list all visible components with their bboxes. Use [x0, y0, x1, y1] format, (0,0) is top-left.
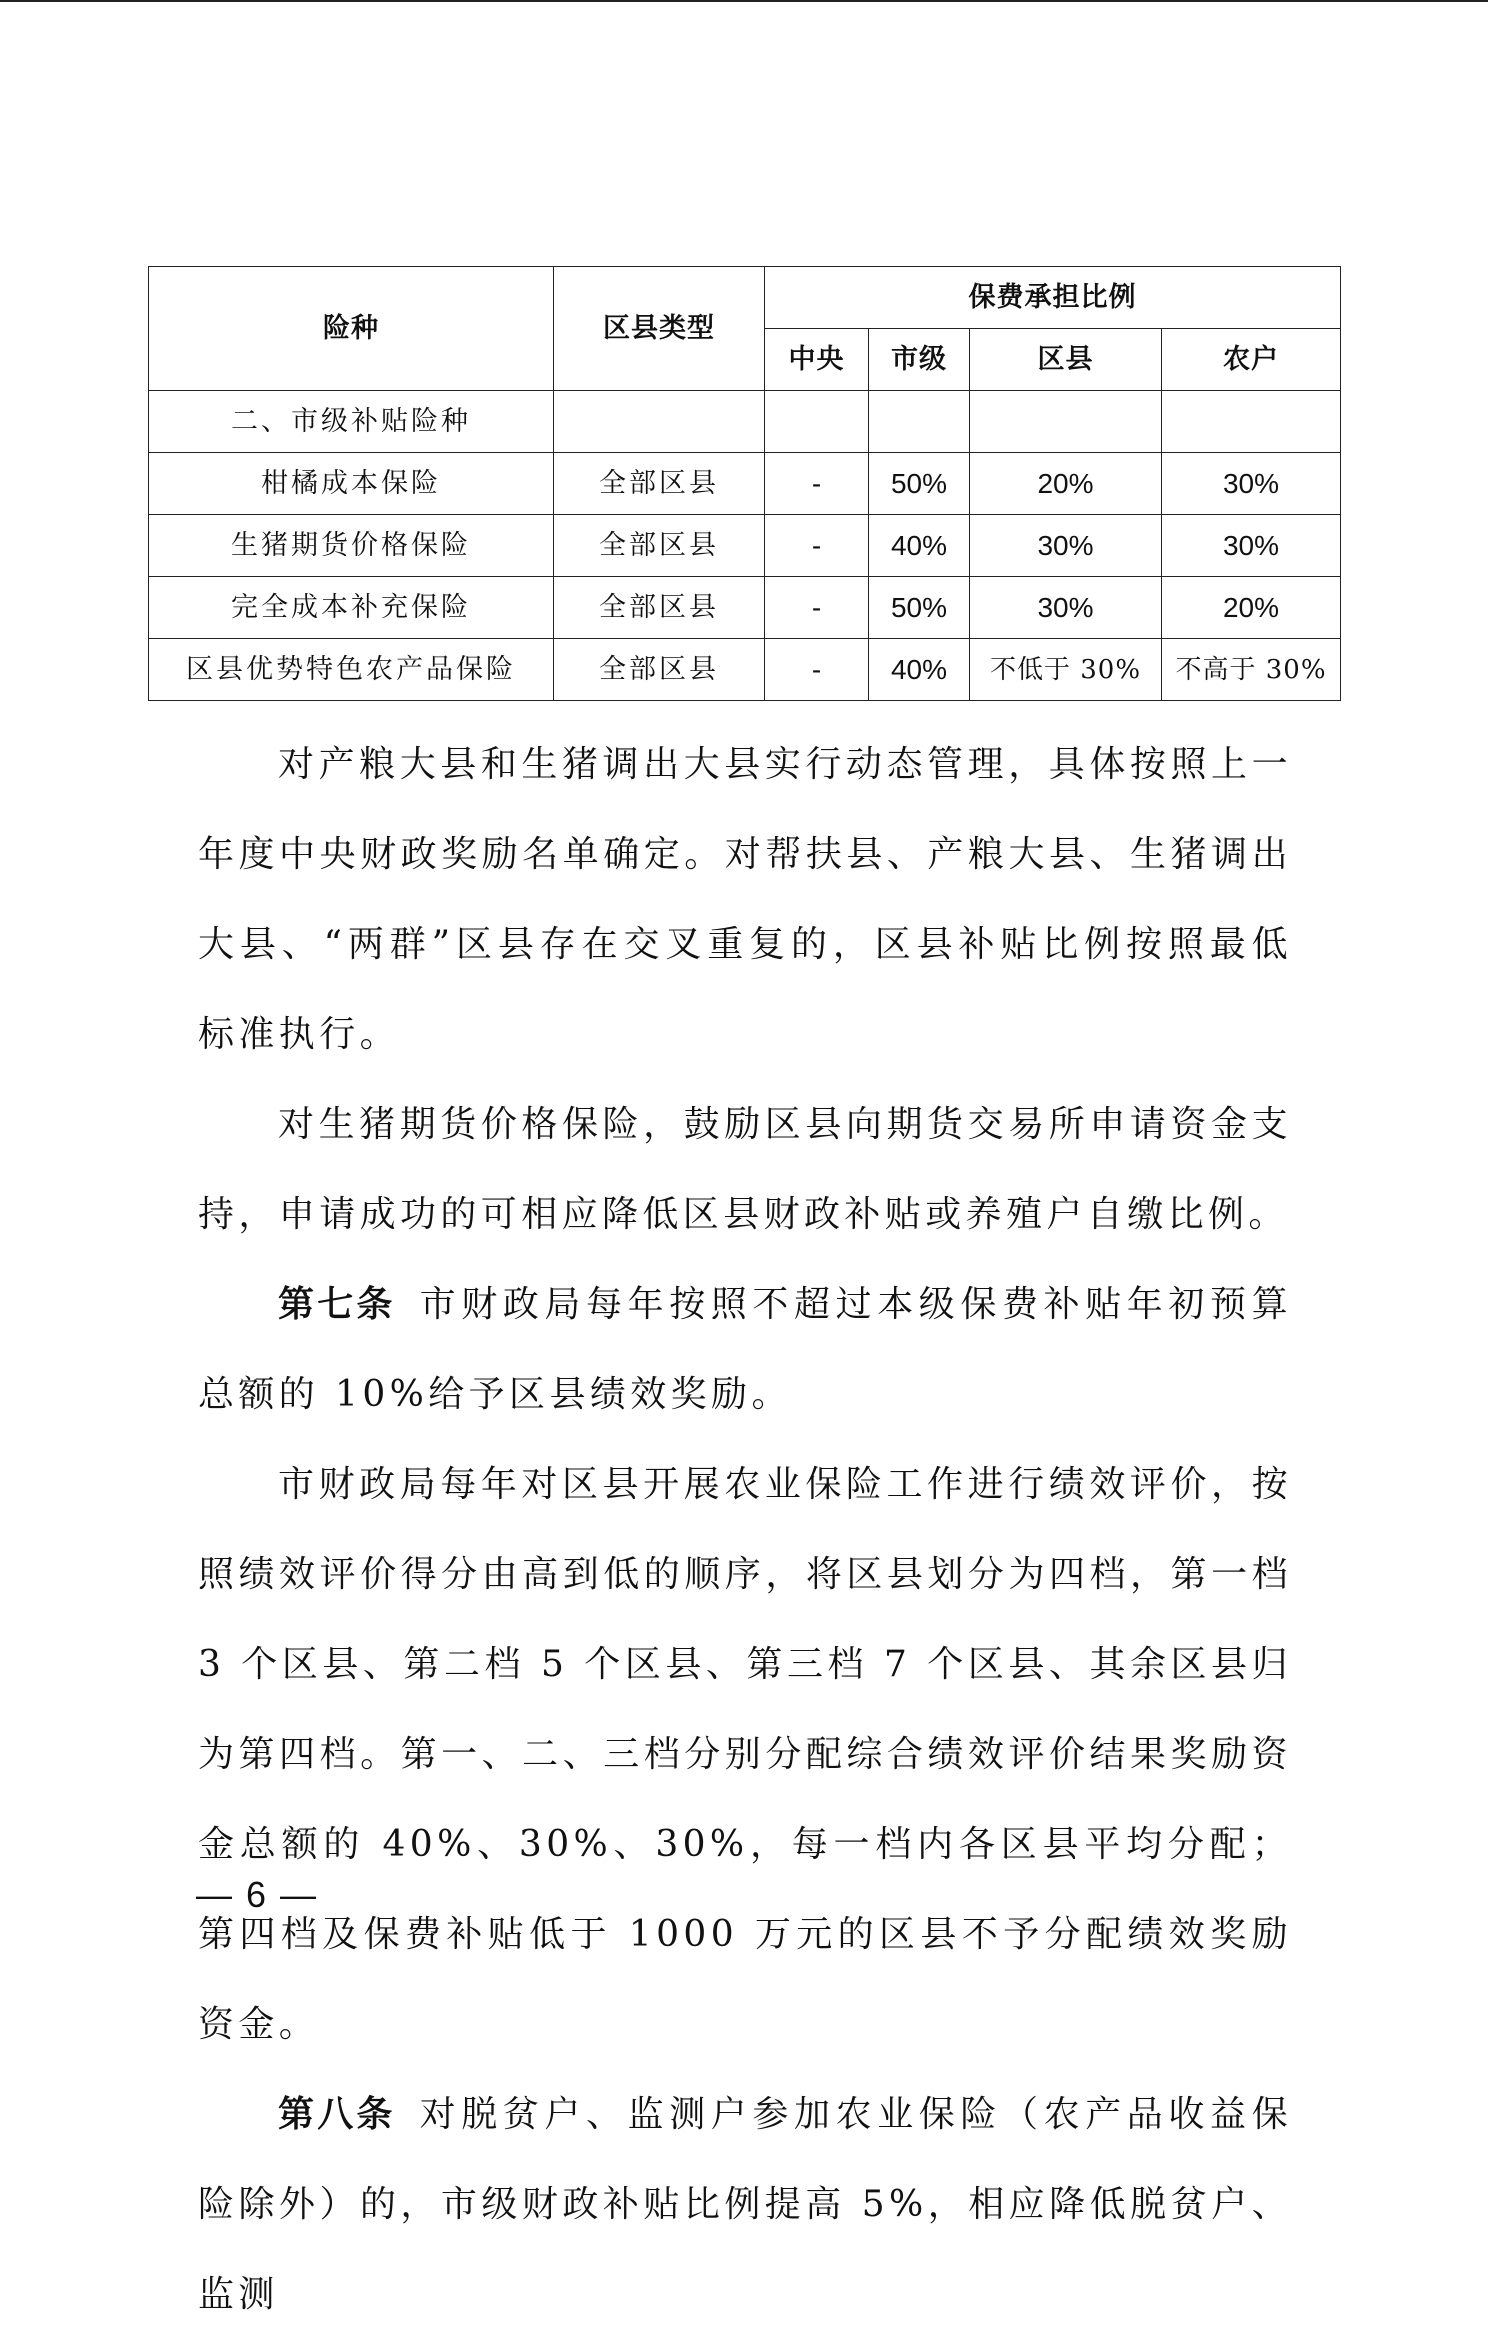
cell-county-type: 全部区县: [554, 577, 765, 639]
cell-municipal: [869, 391, 970, 453]
cell-insurance-type: 柑橘成本保险: [149, 453, 554, 515]
page-top-border: [0, 0, 1488, 2]
table-header-row: [149, 267, 1341, 329]
paragraph-futures-insurance: 对生猪期货价格保险，鼓励区县向期货交易所申请资金支持，申请成功的可相应降低区县财政补贴或养殖户自缴比例。: [198, 1104, 1292, 1235]
cell-county-type: 全部区县: [554, 515, 765, 577]
cell-municipal: 50%: [869, 577, 970, 639]
header-county: 区县: [970, 329, 1162, 391]
cell-insurance-type: 生猪期货价格保险: [149, 515, 554, 577]
table-row: [149, 453, 1341, 515]
cell-central: -: [765, 577, 869, 639]
cell-central: [765, 391, 869, 453]
cell-municipal: 40%: [869, 639, 970, 701]
table-row: [149, 577, 1341, 639]
cell-county: 30%: [970, 515, 1162, 577]
paragraph-performance-evaluation: 市财政局每年对区县开展农业保险工作进行绩效评价，按照绩效评价得分由高到低的顺序，将区县划分为四档，第一档 3 个区县、第二档 5 个区县、第三档 7 个区县、其余区县归为第四档。第一、二、三档分别分配综合绩效评价结果奖励资金总额的 40%、30%、30%，每一档内各区县平均分配；第四档及保费补贴低于 1000 万元的区县不予分配绩效奖励资金。: [198, 1464, 1292, 2045]
cell-county: 20%: [970, 453, 1162, 515]
cell-municipal: 40%: [869, 515, 970, 577]
cell-county-type: [554, 391, 765, 453]
cell-insurance-type: 二、市级补贴险种: [149, 391, 554, 453]
cell-insurance-type: 区县优势特色农产品保险: [149, 639, 554, 701]
cell-farmer: 30%: [1162, 515, 1341, 577]
cell-farmer: [1162, 391, 1341, 453]
header-central: 中央: [765, 329, 869, 391]
paragraph-dynamic-management: 对产粮大县和生猪调出大县实行动态管理，具体按照上一年度中央财政奖励名单确定。对帮扶县、产粮大县、生猪调出大县、“两群”区县存在交叉重复的，区县补贴比例按照最低标准执行。: [198, 744, 1292, 1055]
article-8-heading: 第八条: [278, 2094, 396, 2135]
cell-central: -: [765, 453, 869, 515]
document-body: [198, 720, 1292, 2340]
cell-farmer: 30%: [1162, 453, 1341, 515]
cell-county: 不低于 30%: [970, 639, 1162, 701]
article-7-body: 市财政局每年按照不超过本级保费补贴年初预算总额的 10%给予区县绩效奖励。: [198, 1284, 1292, 1415]
cell-county: [970, 391, 1162, 453]
paragraph-article-7: [198, 1260, 1292, 1440]
header-municipal: 市级: [869, 329, 970, 391]
header-county-type: 区县类型: [554, 267, 765, 391]
article-8-body: 对脱贫户、监测户参加农业保险（农产品收益保险除外）的，市级财政补贴比例提高 5%，相应降低脱贫户、监测: [198, 2094, 1292, 2315]
cell-county-type: 全部区县: [554, 639, 765, 701]
paragraph-article-8: [198, 2070, 1292, 2340]
premium-share-table: [148, 266, 1341, 701]
table-row: [149, 639, 1341, 701]
cell-municipal: 50%: [869, 453, 970, 515]
table-row: [149, 391, 1341, 453]
header-insurance-type: 险种: [149, 267, 554, 391]
cell-county: 30%: [970, 577, 1162, 639]
table-row: [149, 515, 1341, 577]
cell-central: -: [765, 639, 869, 701]
header-farmer: 农户: [1162, 329, 1341, 391]
article-7-heading: 第七条: [278, 1284, 396, 1325]
cell-insurance-type: 完全成本补充保险: [149, 577, 554, 639]
page-number: — 6 —: [196, 1874, 319, 1915]
cell-farmer: 不高于 30%: [1162, 639, 1341, 701]
header-premium-share: 保费承担比例: [765, 267, 1341, 329]
cell-farmer: 20%: [1162, 577, 1341, 639]
cell-county-type: 全部区县: [554, 453, 765, 515]
cell-central: -: [765, 515, 869, 577]
